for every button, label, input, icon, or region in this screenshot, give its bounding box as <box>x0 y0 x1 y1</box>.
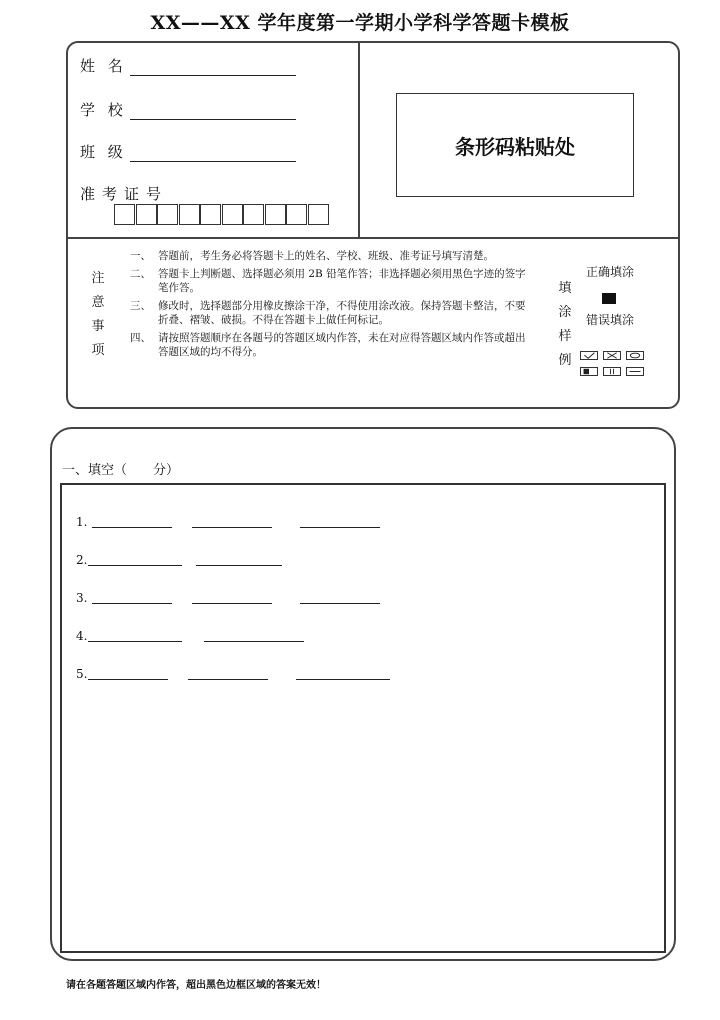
note-text: 答题前，考生务必将答题卡上的姓名、学校、班级、准考证号填写清楚。 <box>158 250 494 262</box>
answer-blank[interactable] <box>188 679 268 680</box>
page-title: XX——XX 学年度第一学期小学科学答题卡模板 <box>150 12 570 34</box>
horizontal-line-mark-icon <box>626 367 644 376</box>
school-line[interactable] <box>130 103 296 120</box>
ticket-digit-box[interactable] <box>265 204 286 225</box>
note-item <box>130 299 534 327</box>
answer-blank[interactable] <box>300 603 380 604</box>
note-number: 三、 <box>130 300 151 312</box>
name-field[interactable] <box>80 55 296 76</box>
question-row <box>76 515 87 531</box>
answer-blank[interactable] <box>92 603 172 604</box>
check-mark-icon <box>580 351 598 360</box>
vertical-line-mark-icon <box>603 367 621 376</box>
answer-blank[interactable] <box>92 527 172 528</box>
ticket-digit-box[interactable] <box>222 204 243 225</box>
circle-mark-icon <box>626 351 644 360</box>
note-text: 修改时，选择题部分用橡皮擦涂干净，不得使用涂改液。保持答题卡整洁，不要折叠、褶皱、破损。不得在答题卡上做任何标记。 <box>158 300 526 326</box>
question-row <box>76 667 87 683</box>
name-line[interactable] <box>130 59 296 76</box>
barcode-area <box>396 93 634 197</box>
correct-fill-mark-icon <box>602 293 616 304</box>
note-item <box>130 267 534 295</box>
notes-title: 注意事项 <box>91 271 105 358</box>
notes-list <box>130 249 534 363</box>
answer-blank[interactable] <box>192 527 272 528</box>
wrong-fill-label: 错误填涂 <box>586 313 635 327</box>
ticket-number-boxes[interactable] <box>114 204 329 225</box>
answer-blank[interactable] <box>204 641 304 642</box>
school-field[interactable] <box>80 99 296 120</box>
student-info-box <box>66 41 680 409</box>
question-row <box>76 629 87 645</box>
answer-blank[interactable] <box>196 565 282 566</box>
wrong-fill-row <box>580 351 644 360</box>
ticket-digit-box[interactable] <box>179 204 200 225</box>
class-line[interactable] <box>130 145 296 162</box>
ticket-digit-box[interactable] <box>286 204 307 225</box>
question-row <box>76 553 87 569</box>
section-title: 一、填空（ 分） <box>62 463 180 478</box>
question-number: 1. <box>76 515 88 529</box>
answer-blank[interactable] <box>88 565 182 566</box>
barcode-label: 条形码粘贴处 <box>455 134 575 159</box>
school-label: 学 校 <box>80 101 127 119</box>
ticket-digit-box[interactable] <box>114 204 135 225</box>
footer-notice: 请在各题答题区域内作答，超出黑色边框区域的答案无效！ <box>66 980 326 991</box>
question-number: 4. <box>76 629 88 643</box>
note-text: 请按照答题顺序在各题号的答题区域内作答，未在对应得答题区域内作答或超出答题区域的均不得分。 <box>158 332 526 358</box>
name-label: 姓 名 <box>80 57 127 75</box>
wrong-fill-row <box>580 367 644 376</box>
note-text: 答题卡上判断题、选择题必须用 2B 铅笔作答；非选择题必须用黑色字迹的签字笔作答。 <box>158 268 526 294</box>
ticket-digit-box[interactable] <box>308 204 329 225</box>
note-item <box>130 249 534 263</box>
ticket-digit-box[interactable] <box>200 204 221 225</box>
note-item <box>130 331 534 359</box>
question-number: 5. <box>76 667 88 681</box>
info-divider <box>358 43 360 237</box>
ticket-digit-box[interactable] <box>136 204 157 225</box>
cross-mark-icon <box>603 351 621 360</box>
answer-blank[interactable] <box>296 679 390 680</box>
correct-fill-label: 正确填涂 <box>586 265 635 279</box>
ticket-digit-box[interactable] <box>157 204 178 225</box>
note-number: 四、 <box>130 332 151 344</box>
answer-area <box>60 483 666 953</box>
answer-blank[interactable] <box>88 641 182 642</box>
question-row <box>76 591 87 607</box>
answer-blank[interactable] <box>88 679 168 680</box>
class-field[interactable] <box>80 141 296 162</box>
question-number: 3. <box>76 591 88 605</box>
class-label: 班 级 <box>80 143 127 161</box>
answer-section <box>50 427 676 961</box>
question-number: 2. <box>76 553 88 567</box>
ticket-number-label: 准考证号 <box>80 185 169 203</box>
note-number: 一、 <box>130 250 151 262</box>
ticket-digit-box[interactable] <box>243 204 264 225</box>
note-number: 二、 <box>130 268 151 280</box>
answer-blank[interactable] <box>300 527 380 528</box>
answer-blank[interactable] <box>192 603 272 604</box>
half-fill-mark-icon <box>580 367 598 376</box>
fill-example-title: 填涂样例 <box>558 281 572 368</box>
